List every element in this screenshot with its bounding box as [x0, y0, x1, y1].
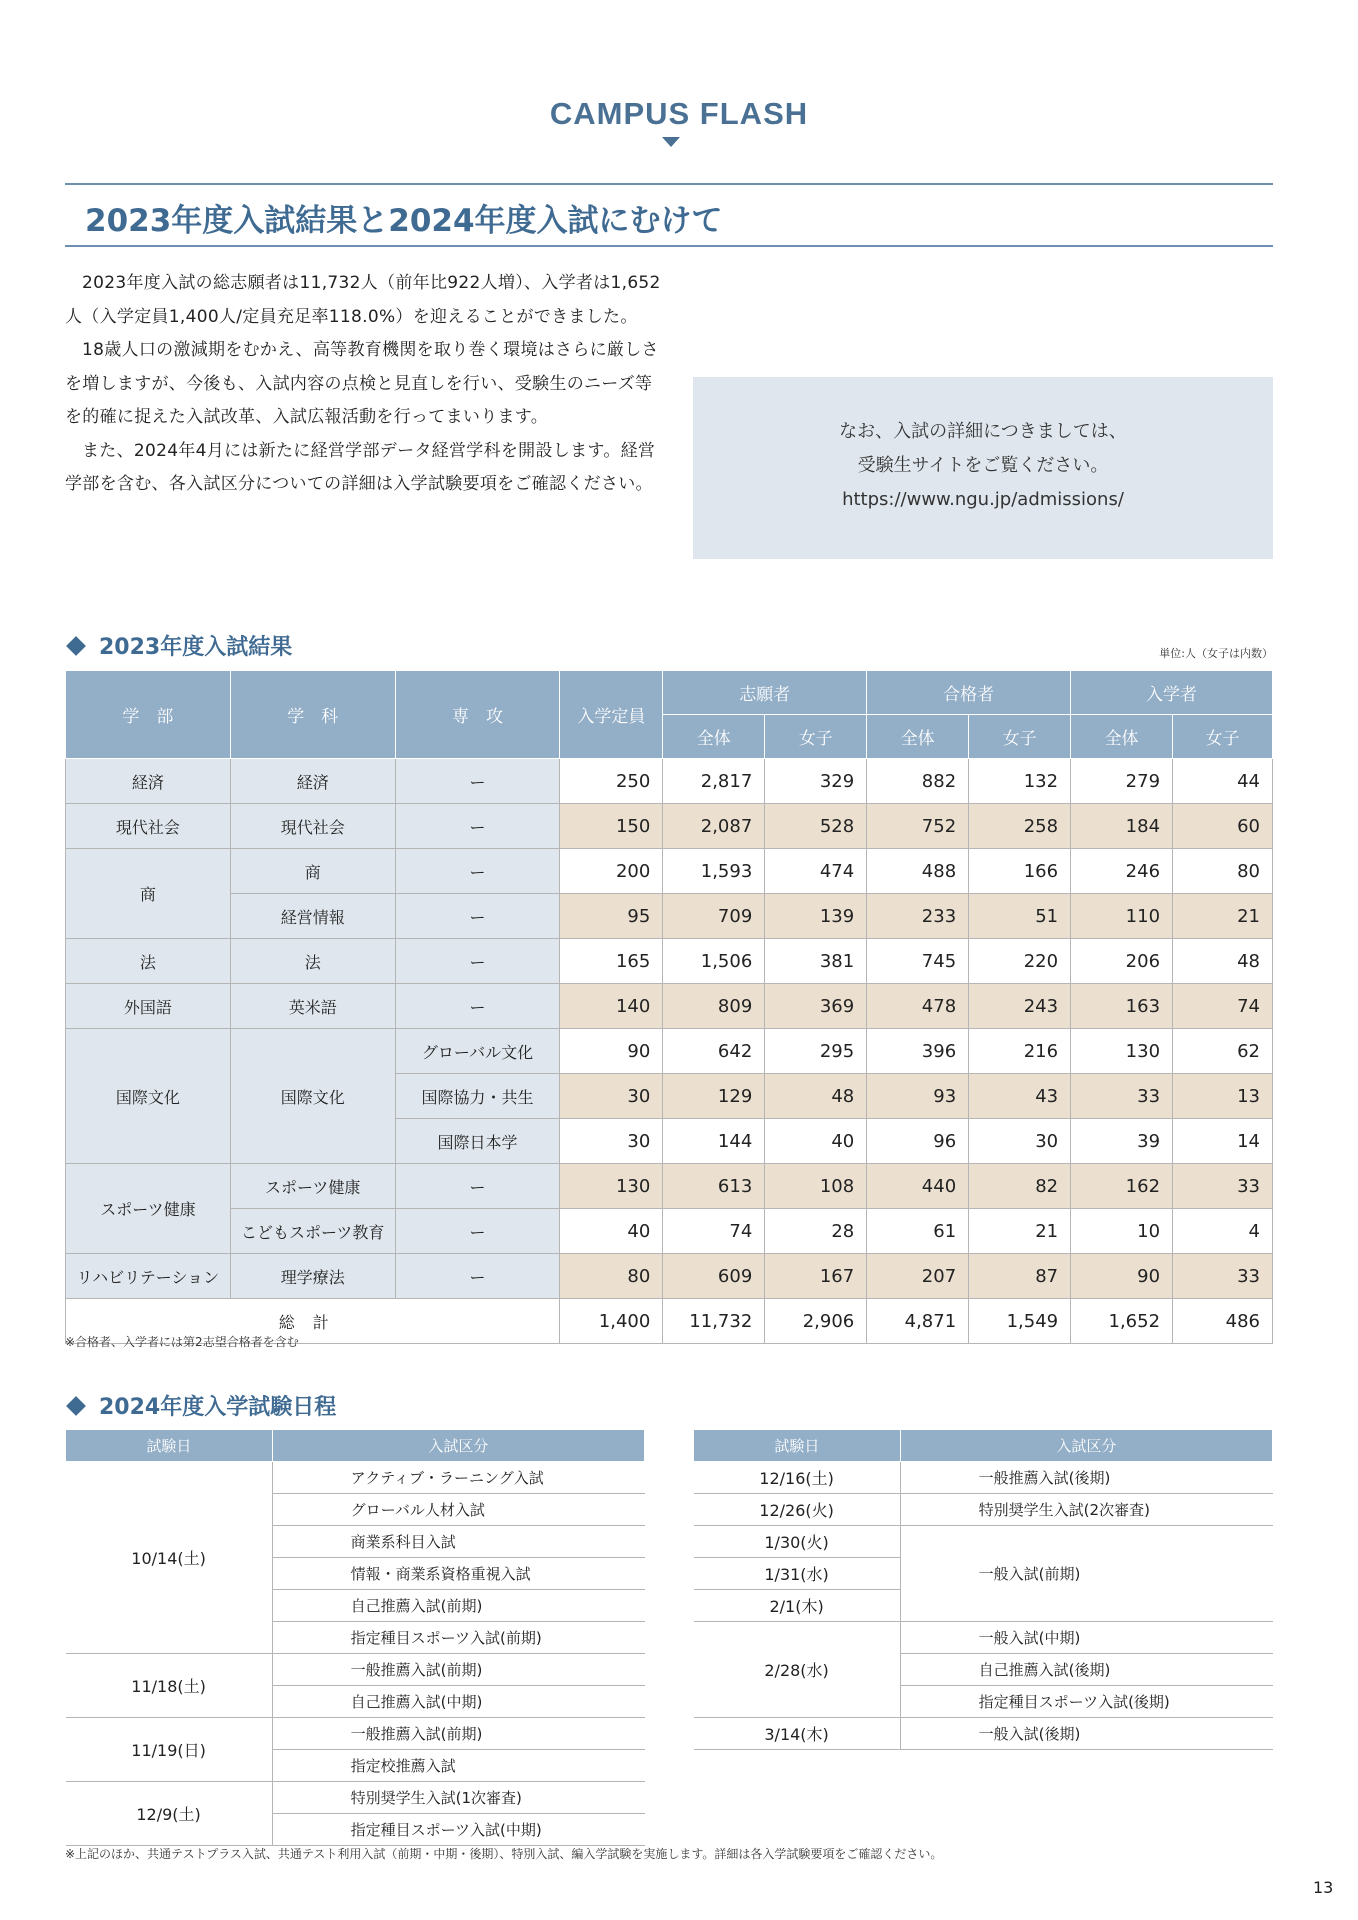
exam-type: 一般入試(前期): [900, 1526, 1272, 1622]
faculty-cell: 国際文化: [66, 1029, 231, 1164]
exam-type: 一般推薦入試(前期): [272, 1654, 644, 1686]
table-row: [66, 1029, 1273, 1074]
schedule-table-right: [693, 1429, 1273, 1750]
table-row: [66, 939, 1273, 984]
schedule-row: [66, 1782, 645, 1814]
value-cell: 613: [663, 1164, 765, 1209]
header-type: 入試区分: [272, 1430, 644, 1462]
exam-date: 11/18(土): [66, 1654, 273, 1718]
major-cell: ー: [395, 939, 560, 984]
header-date: 試験日: [66, 1430, 273, 1462]
value-cell: 279: [1071, 759, 1173, 804]
exam-type: 指定校推薦入試: [272, 1750, 644, 1782]
value-cell: 166: [969, 849, 1071, 894]
major-cell: ー: [395, 984, 560, 1029]
schedule-table-left: [65, 1429, 645, 1846]
unit-note: 単位:人（女子は内数）: [1159, 647, 1273, 660]
diamond-icon: [66, 1396, 86, 1416]
faculty-cell: 経済: [66, 759, 231, 804]
header-faculty: 学 部: [66, 671, 231, 759]
faculty-cell: リハビリテーション: [66, 1254, 231, 1299]
value-cell: 440: [867, 1164, 969, 1209]
notice-box: [693, 377, 1273, 559]
value-cell: 30: [560, 1074, 663, 1119]
value-cell: 33: [1173, 1164, 1273, 1209]
value-cell: 4: [1173, 1209, 1273, 1254]
schedule-row: [694, 1526, 1273, 1558]
exam-type: アクティブ・ラーニング入試: [272, 1462, 644, 1494]
value-cell: 882: [867, 759, 969, 804]
value-cell: 40: [560, 1209, 663, 1254]
header-date: 試験日: [694, 1430, 901, 1462]
value-cell: 381: [765, 939, 867, 984]
header-passed: 合格者: [867, 671, 1071, 715]
table-row: [66, 1254, 1273, 1299]
value-cell: 90: [560, 1029, 663, 1074]
header-type: 入試区分: [900, 1430, 1272, 1462]
notice-line: 受験生サイトをご覧ください。: [857, 455, 1109, 476]
table-row: [66, 849, 1273, 894]
intro-text: [65, 267, 665, 502]
exam-type: 指定種目スポーツ入試(後期): [900, 1686, 1272, 1718]
total-value: 11,732: [663, 1299, 765, 1344]
schedule-footnote: ※上記のほか、共通テストプラス入試、共通テスト利用入試（前期・中期・後期）、特別入試、編入学試験を実施します。詳細は各入学試験要項をご確認ください。: [65, 1847, 943, 1861]
value-cell: 369: [765, 984, 867, 1029]
schedule-row: [694, 1622, 1273, 1654]
faculty-cell: スポーツ健康: [66, 1164, 231, 1254]
value-cell: 80: [560, 1254, 663, 1299]
department-cell: スポーツ健康: [230, 1164, 395, 1209]
major-cell: 国際協力・共生: [395, 1074, 560, 1119]
page-number: 13: [1313, 1878, 1334, 1897]
value-cell: 51: [969, 894, 1071, 939]
value-cell: 60: [1173, 804, 1273, 849]
value-cell: 10: [1071, 1209, 1173, 1254]
notice-line: なお、入試の詳細につきましては、: [839, 421, 1127, 442]
down-arrow-icon: [662, 137, 680, 147]
faculty-cell: 商: [66, 849, 231, 939]
header-total: 全体: [867, 715, 969, 759]
department-cell: 英米語: [230, 984, 395, 1029]
value-cell: 295: [765, 1029, 867, 1074]
schedule-heading-text: 2024年度入学試験日程: [99, 1395, 337, 1420]
value-cell: 200: [560, 849, 663, 894]
exam-type: 特別奨学生入試(2次審査): [900, 1494, 1272, 1526]
value-cell: 33: [1173, 1254, 1273, 1299]
schedule-row: [694, 1462, 1273, 1494]
exam-type: 商業系科目入試: [272, 1526, 644, 1558]
value-cell: 74: [663, 1209, 765, 1254]
value-cell: 144: [663, 1119, 765, 1164]
department-cell: 商: [230, 849, 395, 894]
schedule-row: [694, 1494, 1273, 1526]
value-cell: 62: [1173, 1029, 1273, 1074]
total-value: 1,400: [560, 1299, 663, 1344]
department-cell: こどもスポーツ教育: [230, 1209, 395, 1254]
value-cell: 14: [1173, 1119, 1273, 1164]
value-cell: 48: [765, 1074, 867, 1119]
value-cell: 250: [560, 759, 663, 804]
value-cell: 21: [1173, 894, 1273, 939]
faculty-cell: 外国語: [66, 984, 231, 1029]
value-cell: 80: [1173, 849, 1273, 894]
exam-type: 情報・商業系資格重視入試: [272, 1558, 644, 1590]
value-cell: 21: [969, 1209, 1071, 1254]
total-value: 1,652: [1071, 1299, 1173, 1344]
admissions-url[interactable]: https://www.ngu.jp/admissions/: [842, 489, 1124, 510]
exam-date: 12/9(土): [66, 1782, 273, 1846]
major-cell: ー: [395, 894, 560, 939]
value-cell: 642: [663, 1029, 765, 1074]
header-applicants: 志願者: [663, 671, 867, 715]
header-major: 専 攻: [395, 671, 560, 759]
exam-type: グローバル人材入試: [272, 1494, 644, 1526]
value-cell: 207: [867, 1254, 969, 1299]
faculty-cell: 現代社会: [66, 804, 231, 849]
table-row: [66, 1164, 1273, 1209]
exam-type: 自己推薦入試(後期): [900, 1654, 1272, 1686]
value-cell: 28: [765, 1209, 867, 1254]
value-cell: 709: [663, 894, 765, 939]
table-row: [66, 1209, 1273, 1254]
department-cell: 経営情報: [230, 894, 395, 939]
value-cell: 43: [969, 1074, 1071, 1119]
value-cell: 233: [867, 894, 969, 939]
results-heading: [65, 630, 292, 661]
value-cell: 246: [1071, 849, 1173, 894]
value-cell: 139: [765, 894, 867, 939]
total-value: 1,549: [969, 1299, 1071, 1344]
value-cell: 150: [560, 804, 663, 849]
department-cell: 経済: [230, 759, 395, 804]
exam-date: 10/14(土): [66, 1462, 273, 1654]
exam-type: 一般推薦入試(前期): [272, 1718, 644, 1750]
major-cell: ー: [395, 804, 560, 849]
exam-date: 2/1(木): [694, 1590, 901, 1622]
department-cell: 現代社会: [230, 804, 395, 849]
exam-type: 自己推薦入試(前期): [272, 1590, 644, 1622]
value-cell: 488: [867, 849, 969, 894]
title-rule-top: [65, 183, 1273, 185]
schedule-heading: [65, 1390, 336, 1421]
exam-type: 一般入試(中期): [900, 1622, 1272, 1654]
value-cell: 90: [1071, 1254, 1173, 1299]
value-cell: 48: [1173, 939, 1273, 984]
value-cell: 745: [867, 939, 969, 984]
exam-date: 2/28(水): [694, 1622, 901, 1718]
campus-flash-label: CAMPUS FLASH: [549, 96, 809, 131]
table-row: [66, 759, 1273, 804]
value-cell: 39: [1071, 1119, 1173, 1164]
value-cell: 396: [867, 1029, 969, 1074]
major-cell: ー: [395, 1209, 560, 1254]
total-value: 486: [1173, 1299, 1273, 1344]
major-cell: ー: [395, 1254, 560, 1299]
value-cell: 1,593: [663, 849, 765, 894]
value-cell: 108: [765, 1164, 867, 1209]
value-cell: 528: [765, 804, 867, 849]
table-row: [66, 894, 1273, 939]
exam-date: 11/19(日): [66, 1718, 273, 1782]
schedule-row: [694, 1718, 1273, 1750]
value-cell: 609: [663, 1254, 765, 1299]
exam-type: 特別奨学生入試(1次審査): [272, 1782, 644, 1814]
value-cell: 474: [765, 849, 867, 894]
value-cell: 87: [969, 1254, 1071, 1299]
major-cell: 国際日本学: [395, 1119, 560, 1164]
value-cell: 129: [663, 1074, 765, 1119]
table-row: [66, 804, 1273, 849]
exam-date: 1/30(火): [694, 1526, 901, 1558]
header-total: 全体: [1071, 715, 1173, 759]
value-cell: 30: [560, 1119, 663, 1164]
major-cell: ー: [395, 849, 560, 894]
results-table: [65, 670, 1273, 1344]
exam-type: 指定種目スポーツ入試(前期): [272, 1622, 644, 1654]
value-cell: 243: [969, 984, 1071, 1029]
value-cell: 74: [1173, 984, 1273, 1029]
diamond-icon: [66, 636, 86, 656]
value-cell: 478: [867, 984, 969, 1029]
table-row: [66, 984, 1273, 1029]
major-cell: ー: [395, 1164, 560, 1209]
value-cell: 33: [1071, 1074, 1173, 1119]
schedule-row: [66, 1462, 645, 1494]
value-cell: 329: [765, 759, 867, 804]
value-cell: 165: [560, 939, 663, 984]
value-cell: 140: [560, 984, 663, 1029]
header-department: 学 科: [230, 671, 395, 759]
value-cell: 93: [867, 1074, 969, 1119]
value-cell: 13: [1173, 1074, 1273, 1119]
value-cell: 110: [1071, 894, 1173, 939]
exam-type: 一般推薦入試(後期): [900, 1462, 1272, 1494]
value-cell: 167: [765, 1254, 867, 1299]
header-female: 女子: [765, 715, 867, 759]
value-cell: 162: [1071, 1164, 1173, 1209]
value-cell: 96: [867, 1119, 969, 1164]
value-cell: 216: [969, 1029, 1071, 1074]
total-label: 総計: [66, 1299, 560, 1344]
value-cell: 1,506: [663, 939, 765, 984]
total-value: 4,871: [867, 1299, 969, 1344]
value-cell: 2,817: [663, 759, 765, 804]
exam-date: 1/31(水): [694, 1558, 901, 1590]
department-cell: 国際文化: [230, 1029, 395, 1164]
schedule-row: [66, 1718, 645, 1750]
value-cell: 44: [1173, 759, 1273, 804]
exam-type: 自己推薦入試(中期): [272, 1686, 644, 1718]
header-total: 全体: [663, 715, 765, 759]
value-cell: 206: [1071, 939, 1173, 984]
value-cell: 95: [560, 894, 663, 939]
value-cell: 163: [1071, 984, 1173, 1029]
exam-date: 12/26(火): [694, 1494, 901, 1526]
value-cell: 82: [969, 1164, 1071, 1209]
header-female: 女子: [969, 715, 1071, 759]
total-value: 2,906: [765, 1299, 867, 1344]
value-cell: 130: [560, 1164, 663, 1209]
header-enrolled: 入学者: [1071, 671, 1273, 715]
intro-paragraph: 2023年度入試の総志願者は11,732人（前年比922人増）、入学者は1,652人（入学定員1,400人/定員充足率118.0%）を迎えることができました。: [65, 273, 661, 327]
department-cell: 理学療法: [230, 1254, 395, 1299]
intro-paragraph: また、2024年4月には新たに経営学部データ経営学科を開設します。経営学部を含む、各入試区分についての詳細は入学試験要項をご確認ください。: [65, 440, 656, 494]
results-heading-text: 2023年度入試結果: [99, 635, 293, 660]
exam-date: 12/16(土): [694, 1462, 901, 1494]
value-cell: 130: [1071, 1029, 1173, 1074]
major-cell: ー: [395, 759, 560, 804]
value-cell: 61: [867, 1209, 969, 1254]
intro-paragraph: 18歳人口の激減期をむかえ、高等教育機関を取り巻く環境はさらに厳しさを増しますが、今後も、入試内容の点検と見直しを行い、受験生のニーズ等を的確に捉えた入試改革、入試広報活動を行ってまいります。: [65, 340, 659, 427]
header-capacity: 入学定員: [560, 671, 663, 759]
exam-type: 指定種目スポーツ入試(中期): [272, 1814, 644, 1846]
value-cell: 132: [969, 759, 1071, 804]
major-cell: グローバル文化: [395, 1029, 560, 1074]
header-female: 女子: [1173, 715, 1273, 759]
exam-date: 3/14(木): [694, 1718, 901, 1750]
value-cell: 2,087: [663, 804, 765, 849]
value-cell: 184: [1071, 804, 1173, 849]
value-cell: 752: [867, 804, 969, 849]
schedule-row: [66, 1654, 645, 1686]
title-rule-bottom: [65, 245, 1273, 247]
value-cell: 40: [765, 1119, 867, 1164]
page-title: 2023年度入試結果と2024年度入試にむけて: [85, 203, 723, 239]
results-footnote: ※合格者、入学者には第2志望合格者を含む: [65, 1335, 299, 1349]
value-cell: 809: [663, 984, 765, 1029]
exam-type: 一般入試(後期): [900, 1718, 1272, 1750]
value-cell: 258: [969, 804, 1071, 849]
department-cell: 法: [230, 939, 395, 984]
value-cell: 30: [969, 1119, 1071, 1164]
faculty-cell: 法: [66, 939, 231, 984]
value-cell: 220: [969, 939, 1071, 984]
